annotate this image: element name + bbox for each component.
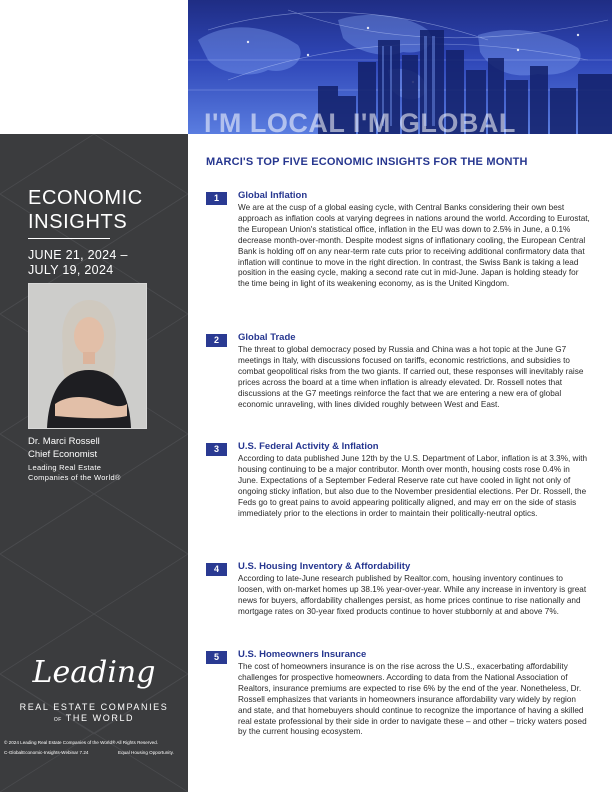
section-body: According to data published June 12th by the U.S. Department of Labor, inflation is at 3.3%, with housing continuing to be a major contributor. Month over month, housing costs rose 0.4% in June. Expectations of a September Federal Reserve rate cut have cooled in light not only of ongoing sticky inflation, but also due to the November presidential elections. Per Dr. Rossell, the Feds go to great pains to avoid appearing politically aligned, and may err on the side of stasis immediately prior to the elections in order to maintain their politically-neutral optics. <box>238 454 588 518</box>
sidebar-divider <box>28 238 110 239</box>
section-title: U.S. Homeowners Insurance <box>238 649 367 660</box>
sidebar-dates <box>28 248 128 278</box>
section-number-badge: 5 <box>206 651 227 664</box>
org-line1: Leading Real Estate <box>28 463 102 472</box>
person-organization <box>28 463 178 483</box>
sidebar-heading-line1: ECONOMIC <box>28 187 143 209</box>
section-number-badge: 3 <box>206 443 227 456</box>
section-number-badge: 2 <box>206 334 227 347</box>
section-title: Global Trade <box>238 332 296 343</box>
org-line2: Companies of the World® <box>28 473 121 482</box>
section-title: Global Inflation <box>238 190 308 201</box>
logo-of: OF <box>53 717 62 723</box>
logo-line1: REAL ESTATE COMPANIES <box>19 702 169 712</box>
section-body: We are at the cusp of a global easing cycle, with Central Banks considering their own best approach as inflation cools at varying degrees in nations around the world. According to Eurostat, the European Union's statistical office, inflation in the EU was down to 2.5% in June, a 0.1% decrease month-over-month. Despite modest signs of inflationary cooling, the European Central Bank is holding off on any near-term rate cuts prior to receiving additional confirmatory data that inflation will continue to move in the right direction. In contrast, the Swiss Bank is taking a lead position in the easing cycle, making a second rate cut in mid-June. Japan is holding steady for the time being in light of its weakening economy, as is the United Kingdom. <box>238 203 590 289</box>
top-left-blank <box>0 0 188 134</box>
section-number-badge: 1 <box>206 192 227 205</box>
logo-script: Leading <box>32 655 156 690</box>
logo-the-world: THE WORLD <box>65 713 135 723</box>
section-number-badge: 4 <box>206 563 227 576</box>
logo-line2 <box>0 713 188 723</box>
section-body: The cost of homeowners insurance is on the rise across the U.S., exacerbating affordability challenges for prospective homeowners. According to data from the National Association of Realtors, insurance premiums are expected to rise 6% by the end of the year. Nonetheless, Dr. Rossell emphasizes that variants in homeowners insurance affordability vary widely by region and state, and that homebuyers should continue to recognize the importance of having a skilled real estate professional by their side in order to navigate these – and other – tricky waters posed by the current housing ecosystem. <box>238 662 587 737</box>
page-title: MARCI'S TOP FIVE ECONOMIC INSIGHTS FOR THE MONTH <box>206 156 528 168</box>
date-range-end: JULY 19, 2024 <box>28 263 114 277</box>
document-id: C-GlobalEconomic-Insights-Webinar 7.24 <box>4 750 89 755</box>
sidebar-heading-line2: INSIGHTS <box>28 211 128 233</box>
sidebar-heading <box>28 186 143 234</box>
date-range-start: JUNE 21, 2024 – <box>28 248 128 262</box>
section-title: U.S. Housing Inventory & Affordability <box>238 561 411 572</box>
copyright-notice: © 2024 Leading Real Estate Companies of the World® All Rights Reserved. <box>4 740 159 745</box>
hero-banner <box>188 0 612 134</box>
equal-housing-note: Equal Housing Opportunity. <box>118 750 174 755</box>
section-body: The threat to global democracy posed by Russia and China was a hot topic at the June G7 meetings in Italy, with discussions focused on tariffs, economic restrictions, and subsidies to combat geopolitical risks from the two giants. If carried out, these responses will inevitably raise prices across the board at a time when inflation is already elevated. Dr. Rossell notes that discussions at the G7 meetings reinforce the fact that we are entering a new era of global economic unraveling, with lines divided roughly between West and East. <box>238 345 584 409</box>
section-title: U.S. Federal Activity & Inflation <box>238 441 379 452</box>
hero-title: I'M LOCAL I'M GLOBAL <box>204 108 516 134</box>
person-title: Chief Economist <box>28 449 98 460</box>
person-name: Dr. Marci Rossell <box>28 436 100 447</box>
section-body: According to late-June research published by Realtor.com, housing inventory continues to loosen, with on-market homes up 38.1% year-over-year. While any increase in inventory is great news for buyers, affordability challenges persist, as home prices continue to rise nationally and mortgage rates on 30-year fixed products continue to hover stubbornly at and above 7%. <box>238 574 587 616</box>
portrait-image <box>29 284 146 428</box>
portrait-photo <box>28 283 147 429</box>
